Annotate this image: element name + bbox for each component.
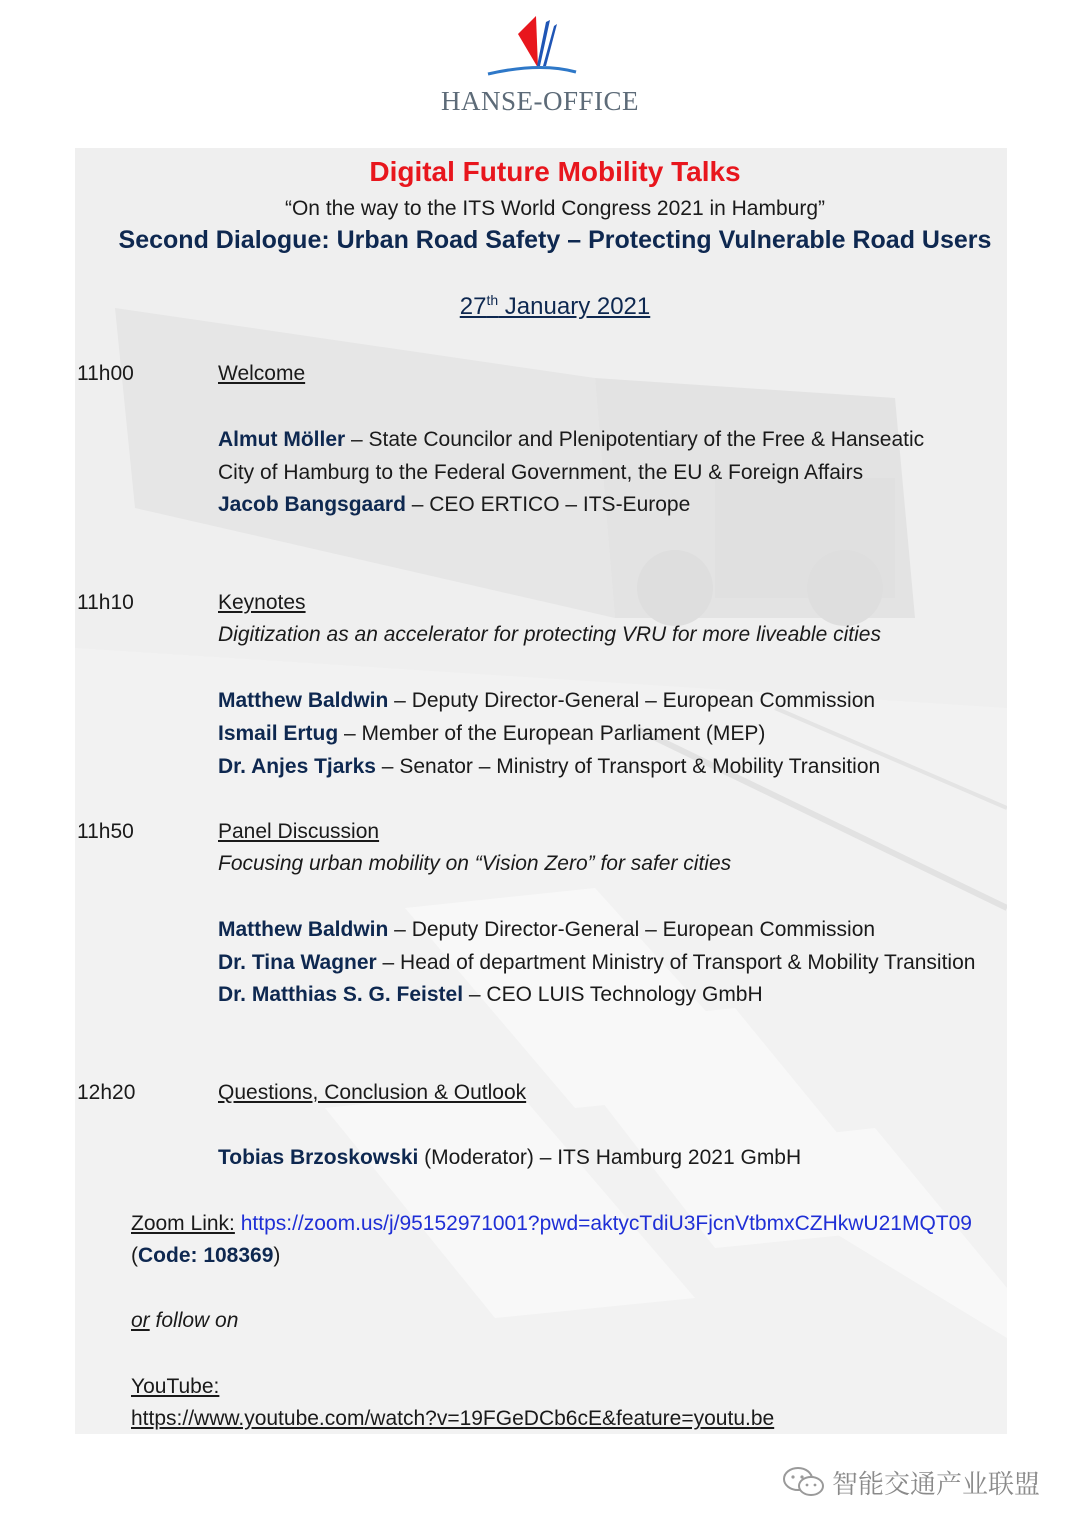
speaker-line: Dr. Tina Wagner – Head of department Ministry of Transport & Mobility Transition [218, 951, 976, 974]
event-title: Digital Future Mobility Talks [369, 156, 741, 187]
zoom-code: (Code: 108369) [131, 1244, 281, 1267]
logo-text: HANSE-OFFICE [440, 86, 640, 116]
speaker-line: Jacob Bangsgaard – CEO ERTICO – ITS-Europe [218, 493, 691, 516]
speaker-line: Ismail Ertug – Member of the European Parliament (MEP) [218, 722, 766, 745]
dialogue-title: Second Dialogue: Urban Road Safety – Protecting Vulnerable Road Users [118, 226, 992, 254]
agenda-subheading: Focusing urban mobility on “Vision Zero” for safer cities [218, 852, 732, 875]
speaker-line-continuation: City of Hamburg to the Federal Government, the EU & Foreign Affairs [218, 461, 864, 484]
speaker-line: Almut Möller – State Councilor and Plenipotentiary of the Free & Hanseatic [218, 428, 925, 451]
watermark-text: 智能交通产业联盟 [832, 1469, 1041, 1499]
agenda-heading-keynotes: Keynotes [218, 591, 306, 614]
agenda-heading-panel: Panel Discussion [218, 820, 380, 843]
event-subtitle: “On the way to the ITS World Congress 2021 in Hamburg” [284, 197, 826, 220]
youtube-link[interactable]: https://www.youtube.com/watch?v=19FGeDCb6cE&feature=youtu.be [131, 1407, 775, 1430]
follow-text: or follow on [131, 1309, 239, 1332]
wechat-icon [782, 1466, 826, 1498]
speaker-line: Matthew Baldwin – Deputy Director-General – European Commission [218, 689, 876, 712]
event-date: 27th January 2021 [459, 292, 651, 320]
agenda-time: 12h20 [77, 1081, 136, 1104]
agenda-time: 11h10 [77, 591, 134, 614]
zoom-label: Zoom Link: [131, 1212, 235, 1235]
speaker-line: Matthew Baldwin – Deputy Director-General – European Commission [218, 918, 876, 941]
zoom-line [131, 1212, 972, 1236]
zoom-link[interactable]: https://zoom.us/j/95152971001?pwd=aktycTdiU3FjcnVtbmxCZHkwU21MQT09 [240, 1212, 972, 1235]
speaker-line: Tobias Brzoskowski (Moderator) – ITS Hamburg 2021 GmbH [218, 1146, 802, 1169]
agenda-time: 11h50 [77, 820, 134, 843]
agenda-heading-questions: Questions, Conclusion & Outlook [218, 1081, 527, 1104]
agenda-subheading: Digitization as an accelerator for protecting VRU for more liveable cities [218, 623, 881, 646]
agenda-heading-welcome: Welcome [218, 362, 306, 385]
youtube-label: YouTube: [131, 1375, 220, 1398]
speaker-line: Dr. Matthias S. G. Feistel – CEO LUIS Technology GmbH [218, 983, 763, 1006]
agenda-time: 11h00 [77, 362, 134, 385]
speaker-line: Dr. Anjes Tjarks – Senator – Ministry of Transport & Mobility Transition [218, 755, 881, 778]
